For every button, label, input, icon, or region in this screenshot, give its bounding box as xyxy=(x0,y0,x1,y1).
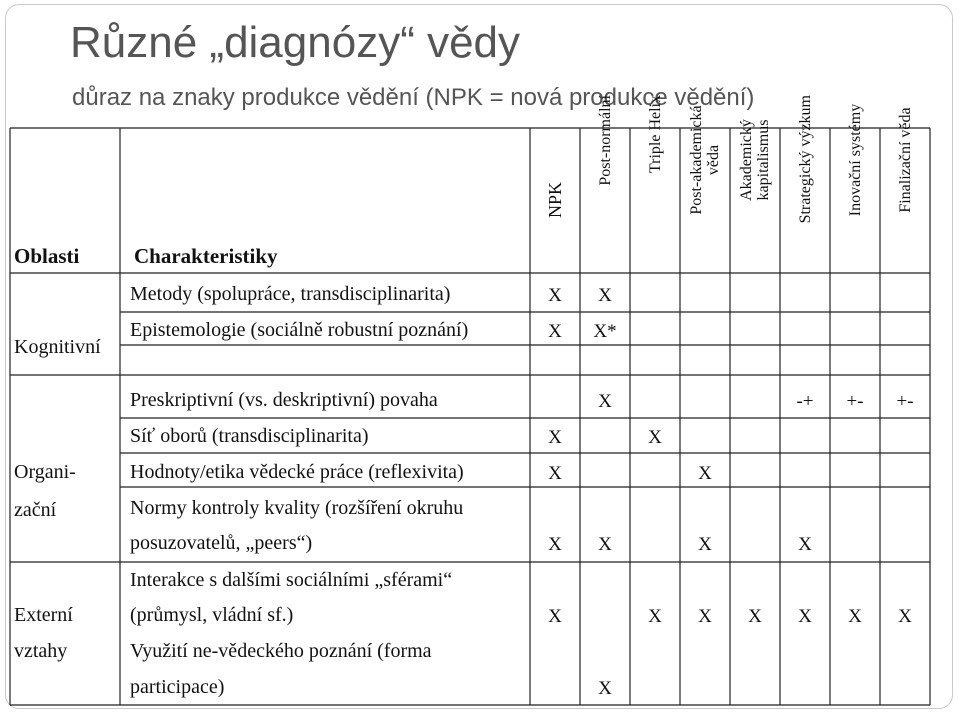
table-cell-mark: X xyxy=(548,285,562,306)
column-header-post-normalni: Post-normální xyxy=(596,95,614,186)
table-cell-mark: X xyxy=(898,606,912,627)
table-cell-mark: X xyxy=(698,606,712,627)
table-cell-mark: X xyxy=(798,606,812,627)
area-externi-line2: vztahy xyxy=(14,640,68,662)
column-header-post-akademicka-veda: Post-akademická věda xyxy=(688,105,722,215)
table-cell-mark: -+ xyxy=(796,391,814,412)
table-cell-mark: X xyxy=(698,463,712,484)
header-charakteristiky: Charakteristiky xyxy=(134,244,278,268)
table-cell-mark: X xyxy=(548,534,562,555)
table-cell-mark: X xyxy=(548,606,562,627)
table-cell-mark: +- xyxy=(896,391,914,412)
table-cell-mark: X xyxy=(848,606,862,627)
row-label-metody: Metody (spolupráce, transdisciplinarita) xyxy=(130,283,451,305)
table-cell-mark: X xyxy=(548,463,562,484)
column-header-akademicky-kapitalismus: Akademický kapitalismus xyxy=(738,119,772,201)
row-label-vyuziti-line1: Využití ne-vědeckého poznání (forma xyxy=(130,640,432,662)
column-header-strategicky-vyzkum: Strategický výzkum xyxy=(796,95,814,224)
header-oblasti: Oblasti xyxy=(14,244,80,268)
table-cell-mark: X* xyxy=(593,321,617,342)
column-header-npk: NPK xyxy=(544,182,565,219)
area-organizacni-line1: Organi- xyxy=(14,461,76,483)
table-cell-mark: X xyxy=(798,534,812,555)
slide-title: Různé „diagnózy“ vědy xyxy=(70,18,521,67)
row-label-preskriptivni: Preskriptivní (vs. deskriptivní) povaha xyxy=(130,389,438,411)
table-cell-mark: X xyxy=(598,285,612,306)
area-organizacni-line2: zační xyxy=(14,499,57,521)
area-externi-line1: Externí xyxy=(14,604,73,626)
table-cell-mark: +- xyxy=(846,391,864,412)
row-label-interakce-line1: Interakce s dalšími sociálními „sférami“ xyxy=(130,569,453,591)
row-label-interakce-line2: (průmysl, vládní sf.) xyxy=(130,604,294,626)
slide-subtitle: důraz na znaky produkce vědění (NPK = nová produkce vědění) xyxy=(72,84,755,111)
row-label-normy-line2: posuzovatelů, „peers“) xyxy=(130,532,313,554)
row-label-sit-oboru: Síť oborů (transdisciplinarita) xyxy=(130,425,369,447)
row-label-hodnoty: Hodnoty/etika vědecké práce (reflexivita) xyxy=(130,461,464,483)
table-cell-mark: X xyxy=(648,427,662,448)
row-label-normy-line1: Normy kontroly kvality (rozšíření okruhu xyxy=(130,497,464,519)
table-cell-mark: X xyxy=(548,321,562,342)
table-cell-mark: X xyxy=(598,678,612,699)
table-cell-mark: X xyxy=(698,534,712,555)
column-header-inovacni-systemy: Inovační systémy xyxy=(846,103,864,217)
table-cell-mark: X xyxy=(748,606,762,627)
row-label-vyuziti-line2: participace) xyxy=(130,676,225,698)
table-cell-mark: X xyxy=(598,534,612,555)
table-cell-mark: X xyxy=(598,391,612,412)
row-label-epistemologie: Epistemologie (sociálně robustní poznání) xyxy=(130,319,469,341)
area-kognitivni: Kognitivní xyxy=(14,336,101,358)
column-header-triple-helix: Triple Helix xyxy=(646,95,664,174)
table-cell-mark: X xyxy=(648,606,662,627)
table-cell-mark: X xyxy=(548,427,562,448)
column-header-finalizacni-veda: Finalizační věda xyxy=(896,107,914,213)
